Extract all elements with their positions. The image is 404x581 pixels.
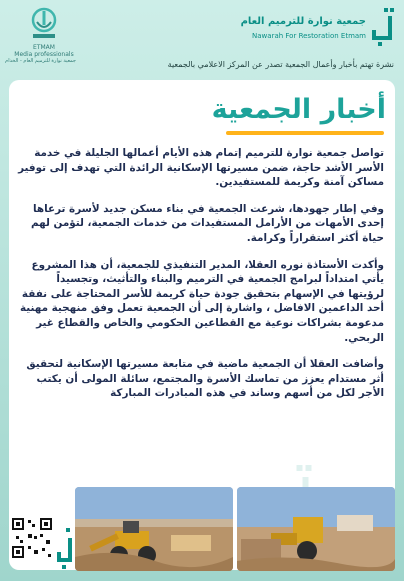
qr-code[interactable]: [10, 516, 54, 560]
article-paragraph: تواصل جمعية نوارة للترميم إتمام هذه الأيام أعمالها الجليلة في خدمة الأسر الأشد حاجة، ضمن مسيرتها الإسكانية الرائدة التي تهدف إلى توفير مساكن آمنة وكريمة للمستفيدين.: [18, 147, 384, 189]
nawarah-logo: [236, 6, 396, 54]
construction-photo-excavator: [75, 487, 233, 571]
article-photos: [75, 487, 395, 571]
nawarah-footer-icon: [56, 528, 76, 572]
newsletter-tagline: نشرة تهتم بأخبار وأعمال الجمعية تصدر عن المركز الاعلامي بالجمعية: [167, 60, 394, 69]
nawarah-mark-icon: [370, 8, 396, 48]
partner-name: ETMAM: [33, 44, 55, 51]
partner-subtitle-ar: جمعية نوارة للترميم العام - الخدام: [5, 58, 76, 64]
article-paragraph: وفي إطار جهودها، شرعت الجمعية في بناء مسكن جديد لأسرة ترعاها إحدى الأمهات من الأرامل المستفيدات من خدمات الجمعية، لتؤمن لهم حياة أكثر استقراراً وكرامة.: [30, 202, 384, 244]
article-body: [18, 146, 384, 413]
org-name-ar: جمعية نوارة للترميم العام: [240, 16, 366, 27]
construction-photo-loader: [237, 487, 395, 571]
article-paragraph: وأضافت العقلا أن الجمعية ماضية في متابعة مسيرتها الإسكانية لتحقيق أثر مستدام يعزز من تماسك الأسرة والمجتمع، سائلة المولى أن يكتب الأجر لكل من أسهم وساند في هذه المبادرات المباركة: [26, 358, 384, 400]
article-paragraph: وأكدت الأستاذة نوره العقلا، المدير التنفيذي للجمعية، أن هذا المشروع يأتي امتداداً لبرامج الجمعية في الترميم والبناء والتأثيث، وتجسيداً لرؤيتها في الإسهام بتحقيق جودة حياة كريمة للأسر المحتاجة على نفقة أحد الداعمين الافاضل ، واشارة إلى أن الجمعية تعمل وفق منهجية مهنية مدعومة بشراكات نوعية مع القطاعين الحكومي والخاص والقطاع غير الربحي.: [19, 258, 384, 344]
article-title: أخبار الجمعية: [211, 94, 386, 125]
org-name-en: Nawarah For Restoration Etmam: [252, 32, 366, 40]
title-underline: [226, 131, 384, 135]
header: [0, 0, 404, 70]
etmam-emblem-icon: [27, 6, 61, 40]
etmam-logo: [5, 6, 76, 68]
partner-subtitle: Media professionals: [14, 51, 74, 58]
